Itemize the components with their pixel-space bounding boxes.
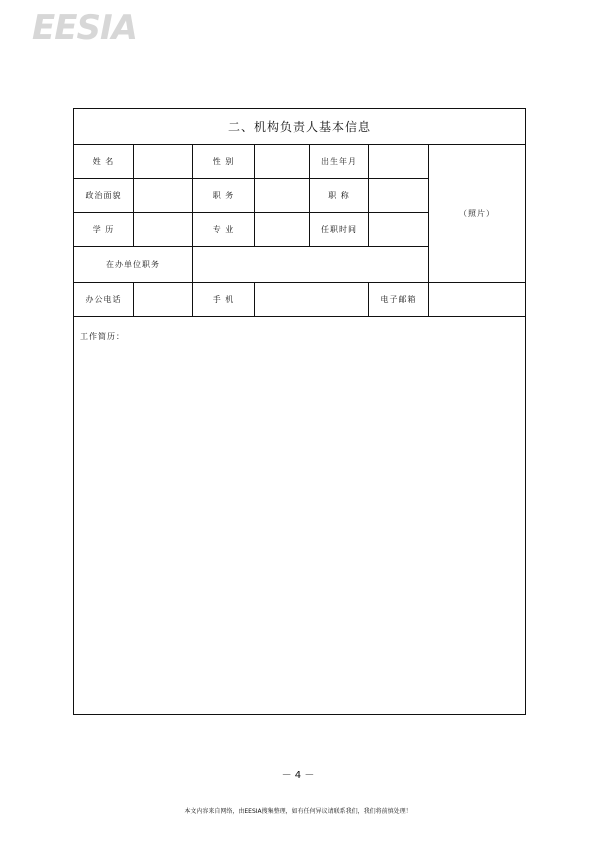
- value-gender[interactable]: [255, 145, 310, 179]
- label-email: 电子邮箱: [369, 283, 429, 317]
- leader-info-form: [73, 108, 526, 715]
- value-major[interactable]: [255, 213, 310, 247]
- label-political: 政治面貌: [74, 179, 134, 213]
- value-education[interactable]: [134, 213, 193, 247]
- eesia-logo: EESIA: [32, 8, 137, 48]
- value-political[interactable]: [134, 179, 193, 213]
- label-major: 专 业: [193, 213, 255, 247]
- label-gender: 性 别: [193, 145, 255, 179]
- value-office-phone[interactable]: [134, 283, 193, 317]
- work-history-cell[interactable]: [74, 317, 525, 714]
- label-mobile: 手 机: [193, 283, 255, 317]
- label-office-phone: 办公电话: [74, 283, 134, 317]
- label-birth: 出生年月: [310, 145, 369, 179]
- form-title: 二、机构负责人基本信息: [74, 109, 525, 145]
- value-name[interactable]: [134, 145, 193, 179]
- value-birth[interactable]: [369, 145, 429, 179]
- work-history-label: 工作简历：: [80, 332, 125, 341]
- label-name: 姓 名: [74, 145, 134, 179]
- value-title-rank[interactable]: [369, 179, 429, 213]
- value-duty[interactable]: [255, 179, 310, 213]
- label-duty: 职 务: [193, 179, 255, 213]
- value-concurrent-duty[interactable]: [193, 247, 429, 283]
- label-title-rank: 职 称: [310, 179, 369, 213]
- footer-note: 本文内容来自网络，由EESIA搜集整理，如有任何异议请联系我们，我们将前慎处理！: [184, 808, 412, 815]
- label-concurrent-duty: 在办单位职务: [74, 247, 193, 283]
- value-mobile[interactable]: [255, 283, 369, 317]
- label-tenure: 任职时间: [310, 213, 369, 247]
- label-education: 学 历: [74, 213, 134, 247]
- photo-cell: （照片）: [429, 145, 525, 283]
- value-email[interactable]: [429, 283, 525, 317]
- page-number: － 4 －: [281, 770, 315, 781]
- value-tenure[interactable]: [369, 213, 429, 247]
